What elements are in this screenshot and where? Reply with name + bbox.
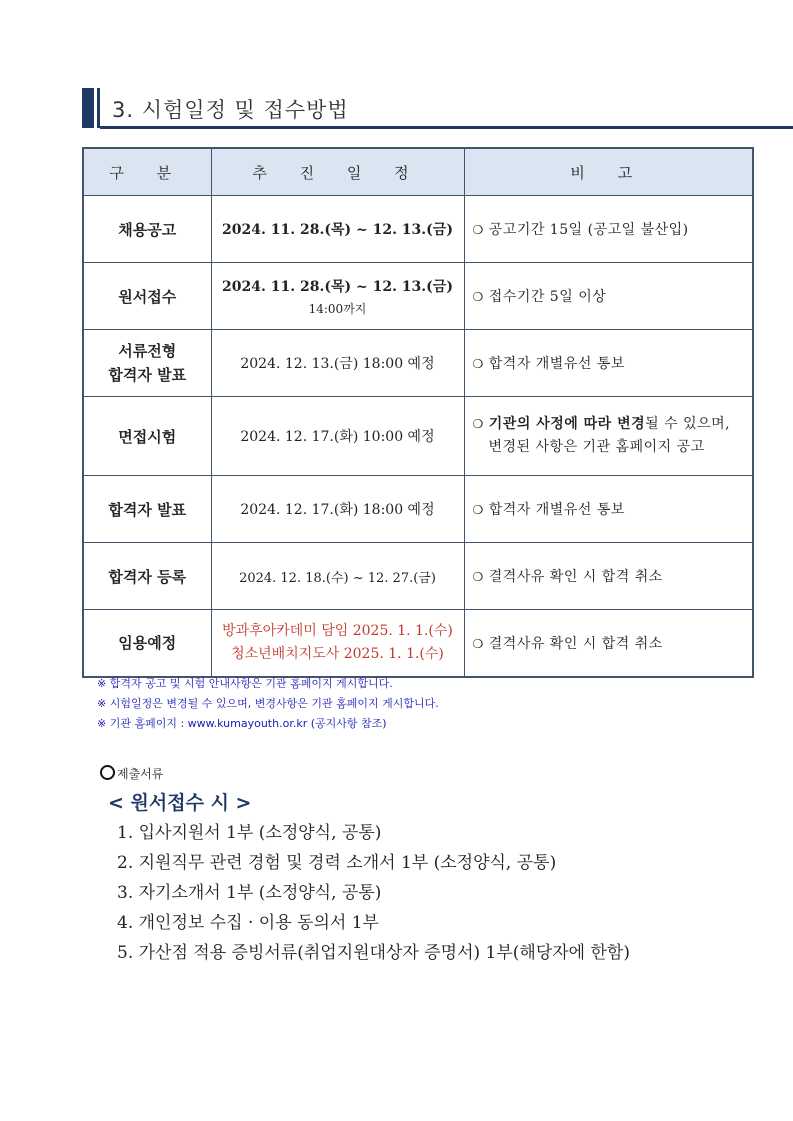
- footnote: ※ 합격자 공고 및 시험 안내사항은 기관 홈페이지 게시합니다.: [97, 677, 393, 690]
- row-note: [464, 543, 753, 610]
- table-row: [83, 196, 753, 263]
- table-row: [83, 610, 753, 677]
- heading-underline: [100, 126, 793, 129]
- heading-bar: [82, 88, 94, 128]
- note-text: 접수기간 5일 이상: [488, 289, 607, 305]
- note-text-line2: 변경된 사항은 기관 홈페이지 공고: [488, 439, 705, 455]
- row-category: 원서접수: [83, 263, 211, 330]
- row-category: 채용공고: [83, 196, 211, 263]
- row-category: 합격자 발표: [83, 476, 211, 543]
- row-note: [464, 263, 753, 330]
- note-bold-text: 기관의 사정에 따라 변경: [488, 416, 646, 432]
- header-note: 비 고: [464, 148, 753, 196]
- header-category: 구 분: [83, 148, 211, 196]
- list-item: 4. 개인정보 수집 · 이용 동의서 1부: [117, 913, 379, 933]
- row-category: 면접시험: [83, 397, 211, 476]
- date-subtext: 14:00까지: [308, 301, 367, 316]
- bullet-icon: ❍: [472, 290, 484, 304]
- list-item: 3. 자기소개서 1부 (소정양식, 공통): [117, 883, 382, 903]
- date-line: 방과후아카데미 담임 2025. 1. 1.(수): [222, 622, 453, 639]
- row-category: 합격자 등록: [83, 543, 211, 610]
- row-date: 2024. 12. 17.(화) 18:00 예정: [211, 476, 464, 543]
- table-row: [83, 543, 753, 610]
- section-heading: [82, 88, 793, 130]
- date-line: 청소년배치지도사 2025. 1. 1.(수): [231, 645, 444, 662]
- row-date: 2024. 11. 28.(목) ~ 12. 13.(금): [211, 196, 464, 263]
- note-text: 합격자 개별유선 통보: [488, 502, 625, 518]
- note-text: 합격자 개별유선 통보: [488, 356, 625, 372]
- table-header-row: [83, 148, 753, 196]
- date-text: 2024. 11. 28.(목) ~ 12. 13.(금): [222, 278, 453, 295]
- footnote: ※ 기관 홈페이지 : www.kumayouth.or.kr (공지사항 참조): [97, 717, 387, 730]
- table-row: [83, 476, 753, 543]
- row-note: [464, 610, 753, 677]
- bullet-icon: ❍: [472, 417, 484, 431]
- row-category: 임용예정: [83, 610, 211, 677]
- header-schedule: 추 진 일 정: [211, 148, 464, 196]
- bullet-icon: ❍: [472, 503, 484, 517]
- row-date: [211, 610, 464, 677]
- section-title: 3. 시험일정 및 접수방법: [112, 98, 349, 122]
- documents-list: [117, 818, 630, 968]
- heading-bar-thin: [97, 88, 100, 128]
- list-item: 5. 가산점 적용 증빙서류(취업지원대상자 증명서) 1부(해당자에 한함): [117, 943, 630, 963]
- row-date: 2024. 12. 17.(화) 10:00 예정: [211, 397, 464, 476]
- table-row: [83, 330, 753, 397]
- category-line: 서류전형: [118, 342, 177, 360]
- schedule-table: [82, 147, 754, 678]
- footnotes: [97, 674, 439, 734]
- row-date: 2024. 12. 18.(수) ~ 12. 27.(금): [211, 543, 464, 610]
- row-date: 2024. 12. 13.(금) 18:00 예정: [211, 330, 464, 397]
- row-note: [464, 330, 753, 397]
- row-note: [464, 397, 753, 476]
- documents-subheading: < 원서접수 시 >: [108, 792, 252, 814]
- table-row: [83, 263, 753, 330]
- note-text: 될 수 있으며,: [645, 416, 731, 432]
- documents-heading-text: 제출서류: [117, 767, 164, 781]
- table-row: [83, 397, 753, 476]
- row-date: [211, 263, 464, 330]
- note-text: 결격사유 확인 시 합격 취소: [488, 569, 663, 585]
- documents-heading: [100, 765, 163, 782]
- bullet-icon: ❍: [472, 223, 484, 237]
- footnote: ※ 시험일정은 변경될 수 있으며, 변경사항은 기관 홈페이지 게시합니다.: [97, 697, 439, 710]
- row-category: [83, 330, 211, 397]
- row-note: [464, 476, 753, 543]
- bullet-icon: ❍: [472, 570, 484, 584]
- bullet-icon: ❍: [472, 636, 484, 651]
- list-item: 2. 지원직무 관련 경험 및 경력 소개서 1부 (소정양식, 공통): [117, 853, 557, 873]
- circle-bullet-icon: [100, 765, 115, 780]
- note-text: 공고기간 15일 (공고일 불산입): [488, 222, 689, 238]
- note-text: 결격사유 확인 시 합격 취소: [488, 635, 663, 652]
- category-line: 합격자 발표: [108, 366, 187, 384]
- row-note: [464, 196, 753, 263]
- bullet-icon: ❍: [472, 357, 484, 371]
- list-item: 1. 입사지원서 1부 (소정양식, 공통): [117, 823, 382, 843]
